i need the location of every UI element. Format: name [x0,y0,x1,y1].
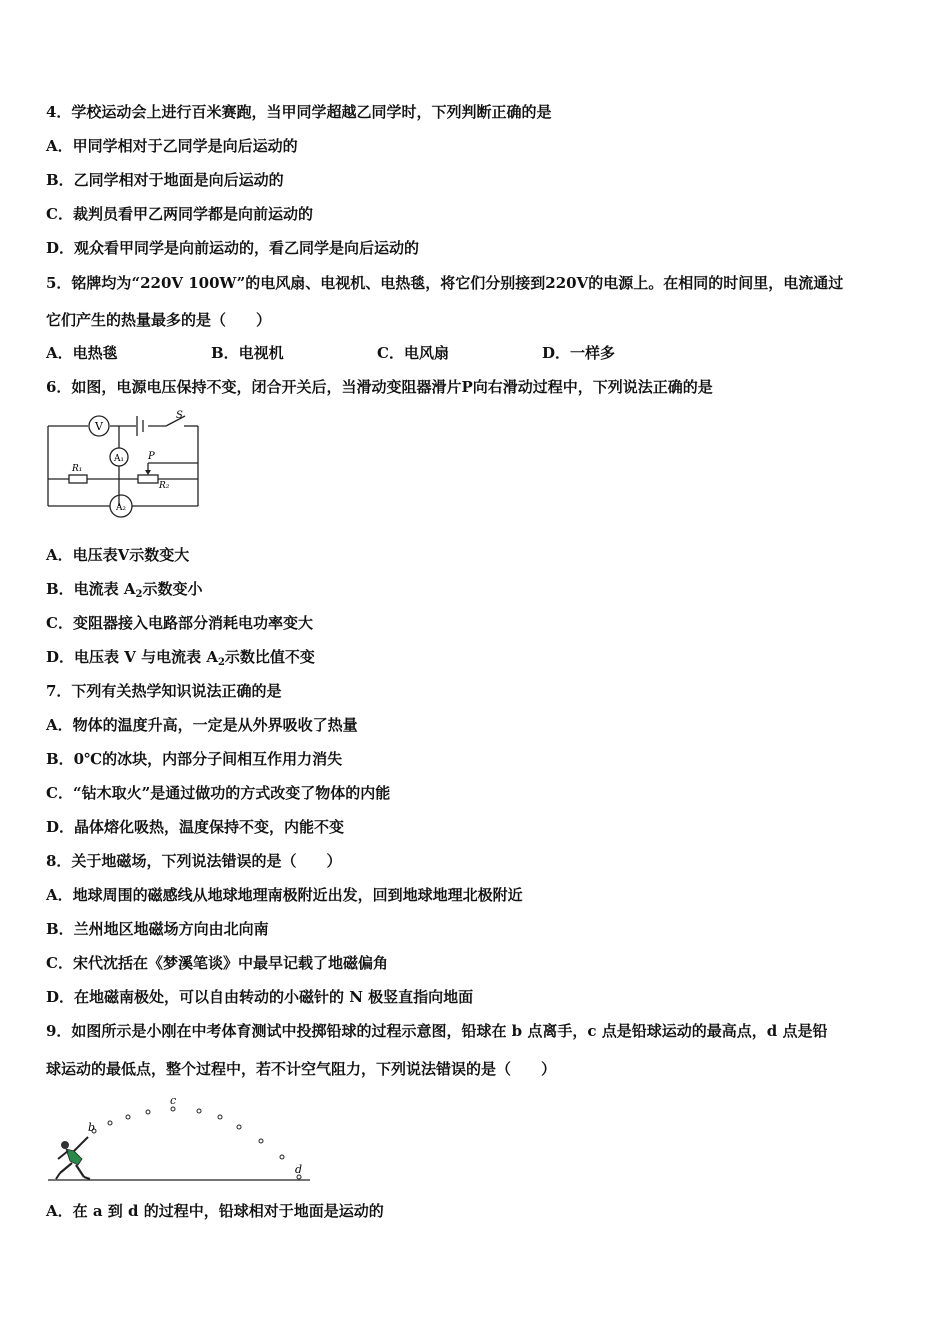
q5-option-b: B．电视机 [211,344,284,362]
q8-option-d: D．在地磁南极处，可以自由转动的小磁针的 N 极竖直指向地面 [46,988,474,1006]
q9-stem-line1: 9．如图所示是小刚在中考体育测试中投掷铅球的过程示意图，铅球在 b 点离手，c 点是铅球运动的最高点，d 点是铅 [46,1022,828,1040]
q6-option-b [46,579,203,605]
q8-option-a: A．地球周围的磁感线从地球地理南极附近出发，回到地球地理北极附近 [46,886,523,904]
q9-stem-line2: 球运动的最低点，整个过程中，若不计空气阻力，下列说法错误的是（ ） [46,1060,557,1078]
q9-option-a: A．在 a 到 d 的过程中，铅球相对于地面是运动的 [46,1202,384,1220]
r1-label: R₁ [72,464,83,474]
q5-option-a: A．电热毯 [46,344,118,362]
athlete-figure [56,1137,90,1179]
q6-option-b-tail: 示数变小 [142,580,203,598]
q6-option-b-subscript: 2 [135,589,143,600]
voltmeter-label: V [95,420,103,433]
ammeter2-label: A₂ [115,503,127,513]
q8-option-b: B．兰州地区地磁场方向由北向南 [46,920,269,938]
q4-stem: 4．学校运动会上进行百米赛跑，当甲同学超越乙同学时，下列判断正确的是 [46,103,552,121]
q7-option-d: D．晶体熔化吸热，温度保持不变，内能不变 [46,818,345,836]
q5-option-c: C．电风扇 [377,344,449,362]
q6-option-d-text: D．电压表 V 与电流表 A [46,648,218,666]
point-c-label: c [170,1094,177,1107]
q6-option-d [46,647,315,673]
q4-option-b: B．乙同学相对于地面是向后运动的 [46,171,284,189]
q5-option-d: D．一样多 [542,344,616,362]
q5-stem-line2: 它们产生的热量最多的是（ ） [46,311,272,329]
q6-option-a: A．电压表V示数变大 [46,546,190,564]
q6-circuit-diagram [44,410,204,518]
q5-stem-line1: 5．铭牌均为“220V 100W”的电风扇、电视机、电热毯，将它们分别接到220V的电源上。在相同的时间里，电流通过 [46,274,844,292]
q4-option-a: A．甲同学相对于乙同学是向后运动的 [46,137,298,155]
r2-label: R₂ [159,481,170,491]
q9-shot-put-figure [48,1093,318,1185]
q6-option-b-text: B．电流表 A [46,580,136,598]
q8-option-c: C．宋代沈括在《梦溪笔谈》中最早记载了地磁偏角 [46,954,388,972]
q7-option-b: B．0℃的冰块，内部分子间相互作用力消失 [46,750,343,768]
q7-stem: 7．下列有关热学知识说法正确的是 [46,682,282,700]
q4-option-c: C．裁判员看甲乙两同学都是向前运动的 [46,205,313,223]
point-b-label: b [88,1121,96,1134]
switch-label: S [176,410,183,421]
q6-option-d-tail: 示数比值不变 [224,648,315,666]
q6-stem: 6．如图，电源电压保持不变，闭合开关后，当滑动变阻器滑片P向右滑动过程中，下列说法正确的是 [46,378,713,396]
q8-stem: 8．关于地磁场，下列说法错误的是（ ） [46,852,342,870]
q6-option-d-subscript: 2 [217,657,225,668]
slider-p-label: P [148,451,155,462]
point-d-label: d [295,1163,303,1176]
q7-option-a: A．物体的温度升高，一定是从外界吸收了热量 [46,716,358,734]
q4-option-d: D．观众看甲同学是向前运动的，看乙同学是向后运动的 [46,239,420,257]
q7-option-c: C．“钻木取火”是通过做功的方式改变了物体的内能 [46,784,391,802]
q6-option-c: C．变阻器接入电路部分消耗电功率变大 [46,614,313,632]
ammeter1-label: A₁ [113,454,125,464]
